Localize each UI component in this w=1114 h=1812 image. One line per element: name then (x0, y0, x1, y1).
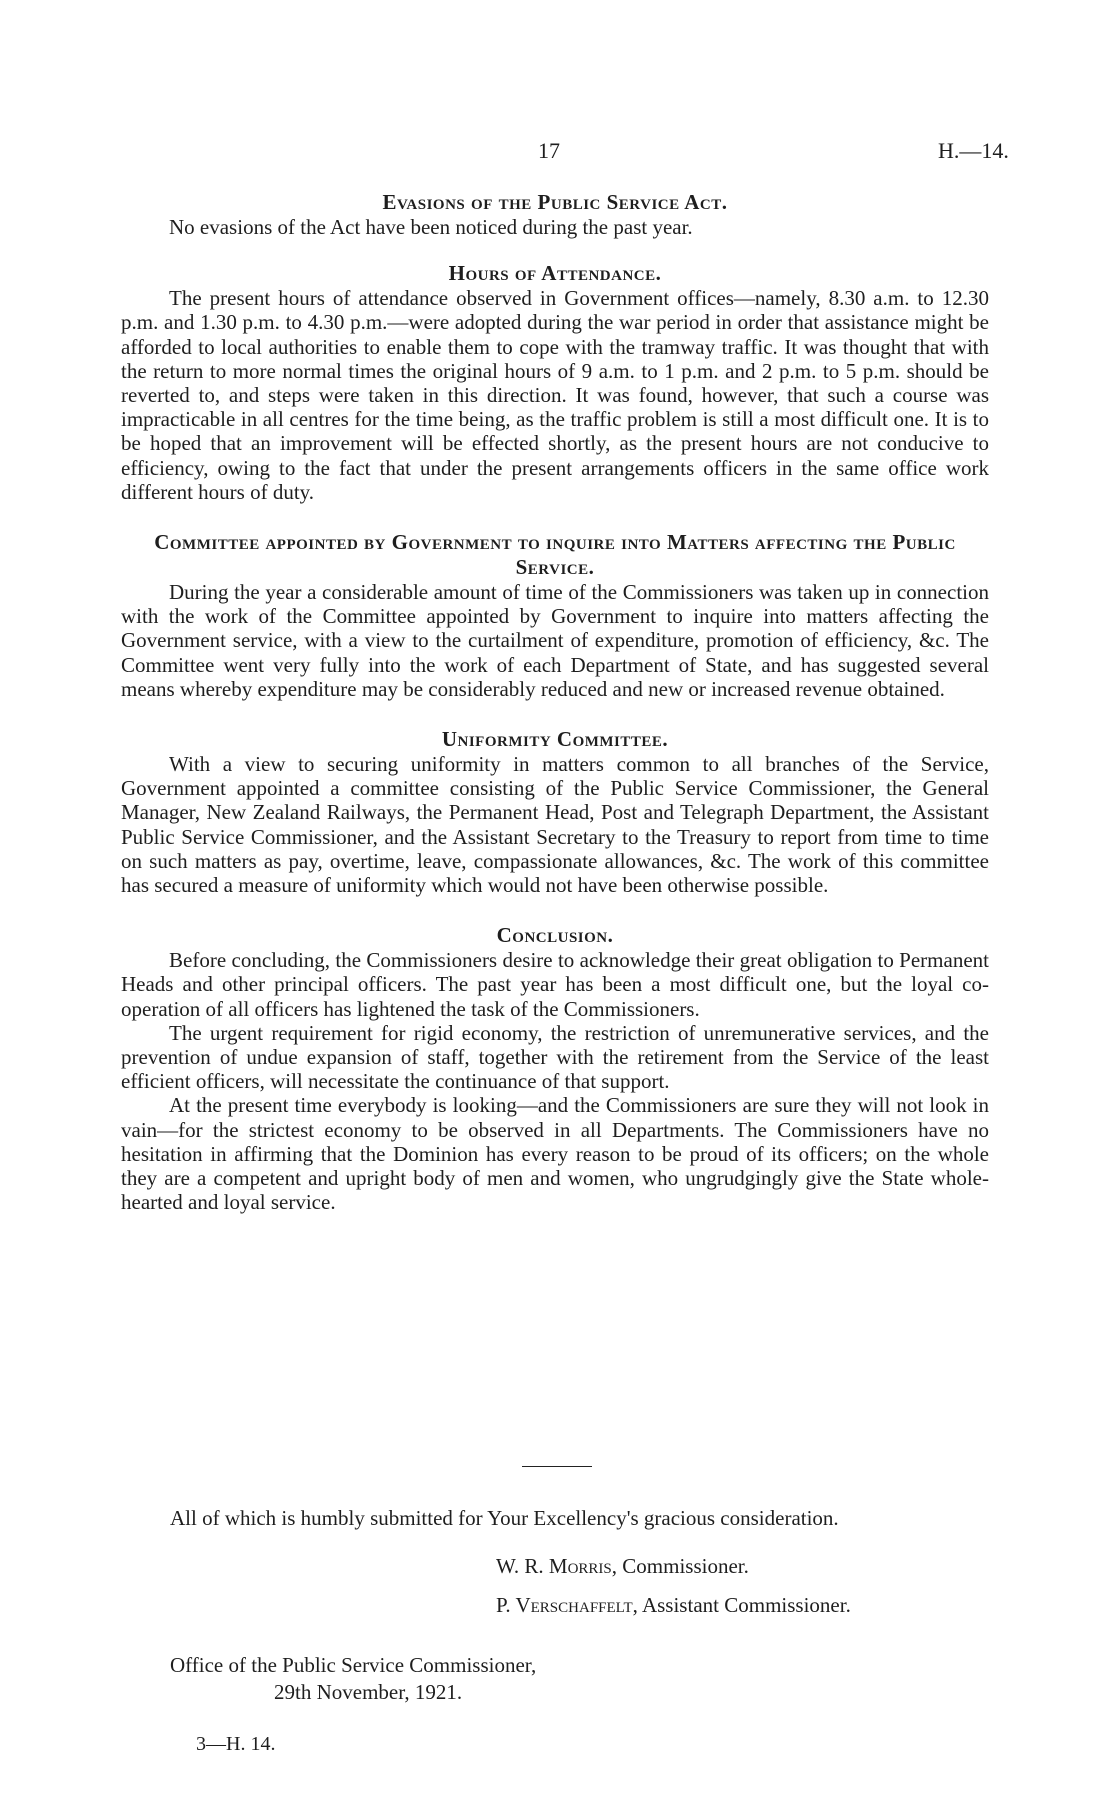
office-date: 29th November, 1921. (274, 1680, 463, 1704)
paragraph-committee: During the year a considerable amount of time of the Commissioners was taken up in connection with the work of the Committee appointed by Government to inquire into matters affecting the Government service, with a view to the curtailment of expenditure, promotion of efficiency, &c. The Committee went very fully into the work of each Department of State, and has suggested several means whereby expenditure may be considerably reduced and new or increased revenue obtained. (121, 580, 989, 701)
paragraph-evasions: No evasions of the Act have been noticed during the past year. (169, 215, 693, 239)
section-heading-uniformity: Uniformity Committee. (441, 727, 669, 752)
paragraph-uniformity: With a view to securing uniformity in matters common to all branches of the Service, Government appointed a committee consisting of the Public Service Commissioner, the General Manager, New Zealand Railways, the Permanent Head, Post and Telegraph Department, the Assistant Public Service Commissioner, and the Assistant Secretary to the Treasury to report from time to time on such matters as pay, overtime, leave, compassionate allowances, &c. The work of this committee has secured a measure of uniformity which would not have been otherwise possible. (121, 752, 989, 898)
body-text (121, 190, 989, 1215)
signature-line-commissioner (496, 1554, 749, 1579)
paragraph-hours: The present hours of attendance observed in Government offices—namely, 8.30 a.m. to 12.30 p.m. and 1.30 p.m. to 4.30 p.m.—were adopted during the war period in order that assistance might be afforded to local authorities to enable them to cope with the tramway traffic. It was thought that with the return to more normal times the original hours of 9 a.m. to 1 p.m. and 2 p.m. to 5 p.m. should be reverted to, and steps were taken in this direction. It was found, however, that such a course was impracticable in all centres for the time being, as the traffic problem is still a most difficult one. It is to be hoped that an improvement will be effected shortly, as the present hours are not conducive to efficiency, owing to the fact that under the present arrangements officers in the same office work different hours of duty. (121, 286, 989, 504)
footer-reference: 3—H. 14. (196, 1733, 276, 1755)
paragraph-conclusion-2: The urgent requirement for rigid economy, the restriction of unremunerative services, and the prevention of undue expansion of staff, together with the retirement from the Service of the least efficient officers, will necessitate the continuance of that support. (121, 1020, 989, 1094)
page-number: 17 (538, 138, 560, 163)
signatory-title: , Assistant Commissioner. (632, 1593, 851, 1617)
signature-line-assistant-commissioner (496, 1593, 851, 1618)
section-heading-conclusion: Conclusion. (496, 923, 614, 948)
section-heading-hours: Hours of Attendance. (448, 261, 662, 286)
signatory-title: , Commissioner. (611, 1554, 749, 1578)
section-heading-evasions: Evasions of the Public Service Act. (382, 190, 728, 214)
office-address-block (170, 1652, 536, 1706)
document-reference: H.—14. (938, 138, 1009, 163)
section-heading-committee: Committee appointed by Government to inquire into Matters affecting the Public Service. (154, 530, 956, 580)
signatory-name: W. R. Morris (496, 1554, 612, 1578)
closing-statement: All of which is humbly submitted for Your Excellency's gracious consideration. (170, 1506, 839, 1530)
paragraph-conclusion-1: Before concluding, the Commissioners desire to acknowledge their great obligation to Permanent Heads and other principal officers. The past year has been a most difficult one, but the loyal co-operation of all officers has lightened the task of the Commissioners. (121, 948, 989, 1021)
paragraph-conclusion-3: At the present time everybody is looking—and the Commissioners are sure they will not look in vain—for the strictest economy to be observed in all Departments. The Commissioners have no hesitation in affirming that the Dominion has every reason to be proud of its officers; on the whole they are a competent and upright body of men and women, who ungrudgingly give the State whole-hearted and loyal service. (121, 1093, 989, 1215)
page-header (0, 138, 1114, 168)
signatory-name: P. Verschaffelt (496, 1593, 633, 1617)
divider-rule (522, 1466, 592, 1467)
office-line: Office of the Public Service Commissioner, (170, 1653, 537, 1677)
